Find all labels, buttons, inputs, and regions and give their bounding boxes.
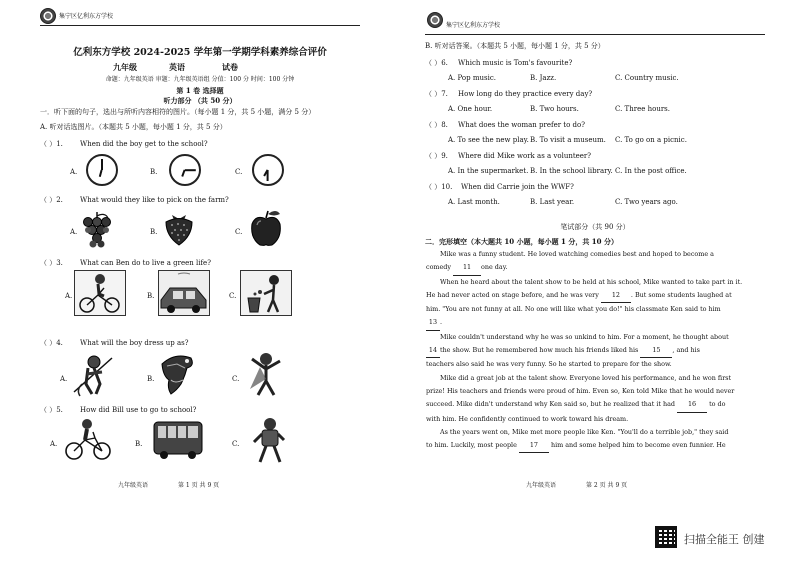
question-3-text: What can Ben do to live a green life?: [80, 259, 211, 267]
passage-line: with him. He confidently continued to work toward his dream.: [426, 414, 629, 423]
q7-option-a: A. One hour.: [448, 105, 493, 113]
q10-option-a: A. Last month.: [448, 198, 500, 206]
blank-17[interactable]: 17: [519, 439, 549, 453]
clock-icon: [169, 154, 201, 186]
apple-icon: [248, 208, 284, 248]
blank-11[interactable]: 11: [453, 261, 481, 275]
question-2-number: （ ）2.: [40, 196, 63, 204]
question-6-text: Which music is Tom's favourite?: [458, 59, 573, 67]
passage-text: He had never acted on stage before, and he was very: [426, 290, 599, 299]
header-rule: [40, 25, 360, 26]
grade-label: 九年级: [113, 62, 137, 72]
right-footer-page: 第 2 页 共 9 页: [586, 482, 628, 489]
q3-option-c-letter: C.: [229, 292, 237, 300]
passage-line: Mike was a funny student. He loved watching comedies best and hoped to become a: [440, 250, 714, 258]
q1-option-a-letter: A.: [70, 168, 78, 176]
grapes-icon: [80, 210, 114, 250]
question-3-number: （ ）3.: [40, 259, 63, 267]
q2-option-c-letter: C.: [235, 228, 243, 236]
meta-line: 命题：九年级英语 审题：九年级英语组 分值：100 分 时间：100 分钟: [105, 76, 295, 83]
passage-line: teachers also said he was very funny. So he started to prepare for the show.: [426, 360, 672, 369]
blank-13[interactable]: 13: [426, 316, 440, 330]
scanner-watermark: 扫描全能王 创建: [684, 533, 765, 546]
q4-option-c-letter: C.: [232, 375, 240, 383]
strawberry-icon: [162, 211, 196, 247]
question-8-text: What does the woman prefer to do?: [458, 121, 585, 129]
monkey-king-icon: [72, 350, 114, 400]
eagle-costume-icon: [157, 350, 199, 398]
passage-text: , and his: [672, 346, 700, 355]
question-10-text: When did Carrie join the WWF?: [461, 183, 574, 191]
q9-option-a: A. In the supermarket.: [448, 167, 529, 175]
listening-part-title: 听力部分 （共 50 分）: [163, 96, 237, 105]
blank-16[interactable]: 16: [677, 398, 707, 412]
blank-15[interactable]: 15: [640, 344, 672, 358]
q8-option-b: B. To visit a museum.: [530, 136, 606, 144]
q4-option-b-letter: B.: [147, 375, 155, 383]
question-10-number: （ ）10.: [425, 183, 453, 191]
question-5-number: （ ）5.: [40, 406, 63, 414]
qr-code-icon: [655, 526, 677, 548]
bicycle-icon: [63, 418, 113, 462]
cycling-boy-icon: [74, 270, 126, 316]
passage-line: prize! His teachers and friends were proud of him. Even so, Ken told Mike that he would never: [426, 386, 735, 395]
q8-option-c: C. To go on a picnic.: [615, 136, 687, 144]
superhero-icon: [244, 349, 288, 399]
passage-text: to him. Luckily, most people: [426, 441, 517, 450]
question-5-text: How did Bill use to go to school?: [80, 406, 197, 414]
passage-line: Mike couldn't understand why he was so unkind to him. For a moment, he thought about: [440, 332, 729, 341]
question-1-number: （ ）1.: [40, 140, 63, 148]
exam-title: 亿利东方学校 2024-2025 学年第一学期学科素养综合评价: [73, 47, 327, 58]
passage-text: to do: [709, 400, 726, 409]
passage-text: him and some helped him to become even funnier. He: [550, 441, 726, 450]
q1-option-b-letter: B.: [150, 168, 158, 176]
section1a-instruction: A. 听对话选图片。（本题共 5 小题，每小题 1 分，共 5 分）: [40, 123, 227, 131]
passage-line: Mike did a great job at the talent show. Everyone loved his performance, and he won first: [440, 373, 732, 382]
q3-option-b-letter: B.: [147, 292, 155, 300]
written-part-title: 笔试部分（共 90 分）: [560, 223, 630, 231]
question-4-text: What will the boy dress up as?: [80, 339, 189, 347]
q2-option-b-letter: B.: [150, 228, 158, 236]
header-rule: [425, 34, 765, 35]
q7-option-c: C. Three hours.: [615, 105, 670, 113]
q5-option-c-letter: C.: [232, 440, 240, 448]
question-9-text: Where did Mike work as a volunteer?: [458, 152, 592, 160]
clock-icon: [252, 154, 284, 186]
q7-option-b: B. Two hours.: [530, 105, 579, 113]
section1-instruction: 一．听下面的句子，选出与所听内容相符的图片。（每小题 1 分，共 5 小题，满分 5 分）: [40, 108, 316, 116]
left-footer-subject: 九年级英语: [118, 482, 149, 489]
passage-text: . But some students laughed at: [630, 290, 732, 299]
paper-type-label: 试卷: [222, 62, 238, 72]
q6-option-b: B. Jazz.: [530, 74, 557, 82]
passage-line: When he heard about the talent show to be held at his school, Mike wanted to take part in it.: [440, 277, 743, 286]
q10-option-c: C. Two years ago.: [615, 198, 678, 206]
question-9-number: （ ）9.: [425, 152, 448, 160]
q6-option-a: A. Pop music.: [448, 74, 496, 82]
q10-option-b: B. Last year.: [530, 198, 575, 206]
clock-icon: [86, 154, 118, 186]
throwing-trash-icon: [240, 270, 292, 316]
q3-option-a-letter: A.: [65, 292, 73, 300]
right-footer-subject: 九年级英语: [526, 482, 557, 489]
passage-text: comedy: [426, 263, 451, 272]
walking-boy-icon: [250, 416, 290, 464]
volume-title: 第 1 卷 选择题: [176, 86, 224, 95]
left-footer-page: 第 1 页 共 9 页: [178, 482, 220, 489]
passage-line: him. "You are not funny at all. No one will like what you do!" his classmate Ken said to him: [426, 305, 721, 314]
q2-option-a-letter: A.: [70, 228, 78, 236]
q8-option-a: A. To see the new play.: [448, 136, 529, 144]
section-b-instruction: B. 听对话答案。（本题共 5 小题，每小题 1 分，共 5 分）: [425, 42, 605, 50]
school-logo-icon: [40, 8, 56, 24]
question-2-text: What would they like to pick on the farm?: [80, 196, 229, 204]
cloze-instruction: 二．完形填空（本大题共 10 小题，每小题 1 分，共 10 分）: [425, 237, 618, 246]
passage-text: one day.: [481, 263, 508, 272]
question-4-number: （ ）4.: [40, 339, 63, 347]
passage-text: succeed. Mike didn't understand why Ken said so, but he realized that it had: [426, 400, 675, 409]
q6-option-c: C. Country music.: [615, 74, 679, 82]
q5-option-b-letter: B.: [135, 440, 143, 448]
question-7-text: How long do they practice every day?: [458, 90, 593, 98]
bus-icon: [152, 420, 204, 460]
blank-12[interactable]: 12: [601, 289, 631, 303]
blank-14[interactable]: 14: [426, 344, 440, 358]
q9-option-c: C. In the post office.: [615, 167, 687, 175]
question-1-text: When did the boy get to the school?: [80, 140, 208, 148]
q4-option-a-letter: A.: [60, 375, 68, 383]
school-header: 集宁区亿利东方学校: [59, 13, 114, 20]
school-logo-icon: [427, 12, 443, 28]
school-header: 集宁区亿利东方学校: [446, 22, 501, 29]
question-8-number: （ ）8.: [425, 121, 448, 129]
passage-line: As the years went on, Mike met more people like Ken. "You'll do a terrible job," they said: [440, 427, 729, 436]
q1-option-c-letter: C.: [235, 168, 243, 176]
subject-label: 英语: [169, 62, 185, 72]
q9-option-b: B. In the school library.: [530, 167, 613, 175]
question-6-number: （ ）6.: [425, 59, 448, 67]
question-7-number: （ ）7.: [425, 90, 448, 98]
q5-option-a-letter: A.: [50, 440, 58, 448]
passage-text: the show. But he remembered how much his friends liked his: [440, 346, 639, 355]
cloze-passage: Mike was a funny student. He loved watching comedies best and hoped to become a comedy 11 one day. When he heard about the talent show to be held at his school, Mike wanted to take part in it. He had never acted on stage before, and he was very 12 . But some students laughed at him. "You are not funny at all. No one will like what you do!" his classmate Ken said to him 13 . Mike couldn't understand why he was so unkind to him. For a moment, he thought about 14 the show. But he remembered how much his friends liked his 15 , and his teachers also said he was very funny. So he started to prepare for the show. Mike did a great job at the talent show. Everyone loved his performance, and he won first prize! His teachers and friends were proud of him. Even so, Ken told Mike that he would never succeed. Mike didn't understand why Ken said so, but he realized that it had 16 to do with him. He confidently continued to work toward his dream. As the years went on, Mike met more people like Ken. "You'll do a terrible job," they said to him. Luckily, most people 17 him and some helped him to become even funnier. He: [426, 248, 766, 453]
car-driving-icon: [158, 270, 210, 316]
